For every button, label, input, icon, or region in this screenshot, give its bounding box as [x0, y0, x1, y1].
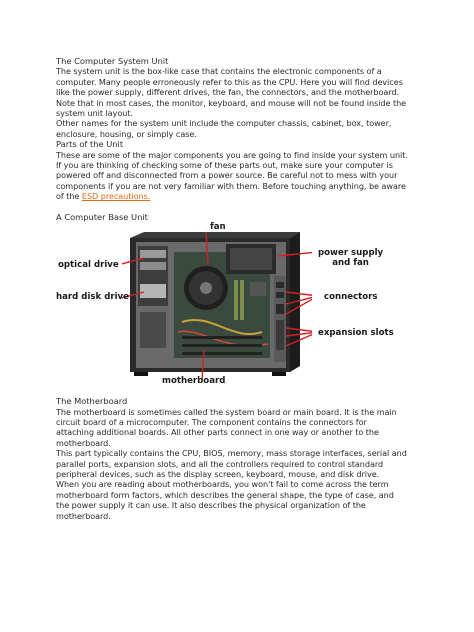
text-line: system unit layout.	[56, 108, 133, 119]
paragraph-other-names	[56, 118, 418, 139]
text-line: like the power supply, different drives, the fan, the connectors, and the motherboard.	[56, 87, 400, 98]
text-line: parallel ports, expansion slots, and all the controllers required to control standard	[56, 458, 384, 469]
computer-case-image	[122, 232, 312, 380]
computer-unit-figure	[56, 222, 402, 387]
paragraph-parts-of-unit	[56, 150, 418, 202]
label-expansion-slots: expansion slots	[318, 328, 394, 339]
label-power-supply-line1: power supply	[318, 248, 384, 259]
text-line: attaching additional boards. All other parts connect in one way or another to the	[56, 427, 379, 438]
text-line: the power supply it can use. It also describes the physical organization of the	[56, 500, 366, 511]
text-line: motherboard.	[56, 437, 111, 448]
text-line: enclosure, housing, or simply case.	[56, 128, 197, 139]
figure-caption: A Computer Base Unit	[56, 211, 148, 222]
label-optical-drive: optical drive	[58, 260, 119, 271]
label-fan: fan	[210, 222, 226, 233]
text-line: peripheral devices, such as the display screen, keyboard, mouse, and disk drive.	[56, 468, 380, 479]
document-page	[56, 56, 418, 521]
section-title-motherboard: The Motherboard	[56, 396, 128, 407]
text-line: If you are thinking of checking some of these parts out, make sure your computer is	[56, 160, 393, 171]
paragraph-motherboard-definition	[56, 407, 418, 449]
text-line: This part typically contains the CPU, BIOS, memory, mass storage interfaces, serial and	[56, 448, 407, 459]
text-line: The motherboard is sometimes called the system board or main board. It is the main	[56, 406, 397, 417]
text-line: powered off and disconnected from a power source. Be careful not to mess with your	[56, 170, 398, 181]
text-line: Note that in most cases, the monitor, keyboard, and mouse will not be found inside the	[56, 97, 407, 108]
text-line: circuit board of a microcomputer. The component contains the connectors for	[56, 416, 367, 427]
label-hard-disk-drive: hard disk drive	[56, 292, 129, 303]
esd-precautions-link[interactable]: ESD precautions.	[81, 191, 151, 202]
text-line: motherboard.	[56, 510, 111, 521]
text-line: The system unit is the box-like case that contains the electronic components of a	[56, 66, 382, 77]
text-line: motherboard form factors, which describes the general shape, the type of case, and	[56, 489, 394, 500]
label-power-supply	[318, 248, 383, 268]
text-line-with-link	[56, 191, 418, 201]
label-connectors: connectors	[324, 292, 378, 303]
text-line: Other names for the system unit include the computer chassis, cabinet, box, tower,	[56, 118, 392, 129]
section-title-parts: Parts of the Unit	[56, 139, 124, 150]
text-fragment: of the	[56, 191, 82, 202]
text-line: These are some of the major components you are going to find inside your system unit.	[56, 149, 408, 160]
label-power-supply-line2: and fan	[332, 258, 369, 269]
text-line: computer. Many people erroneously refer to this as the CPU. Here you will find devices	[56, 76, 403, 87]
paragraph-motherboard-details	[56, 448, 418, 521]
label-motherboard: motherboard	[162, 376, 226, 387]
text-line: components if you are not very familiar with them. Before touching anything, be aware	[56, 180, 406, 191]
text-line: When you are reading about motherboards, you won't fail to come across the term	[56, 479, 389, 490]
section-title-system-unit: The Computer System Unit	[56, 56, 169, 66]
paragraph-system-unit-intro	[56, 66, 418, 118]
